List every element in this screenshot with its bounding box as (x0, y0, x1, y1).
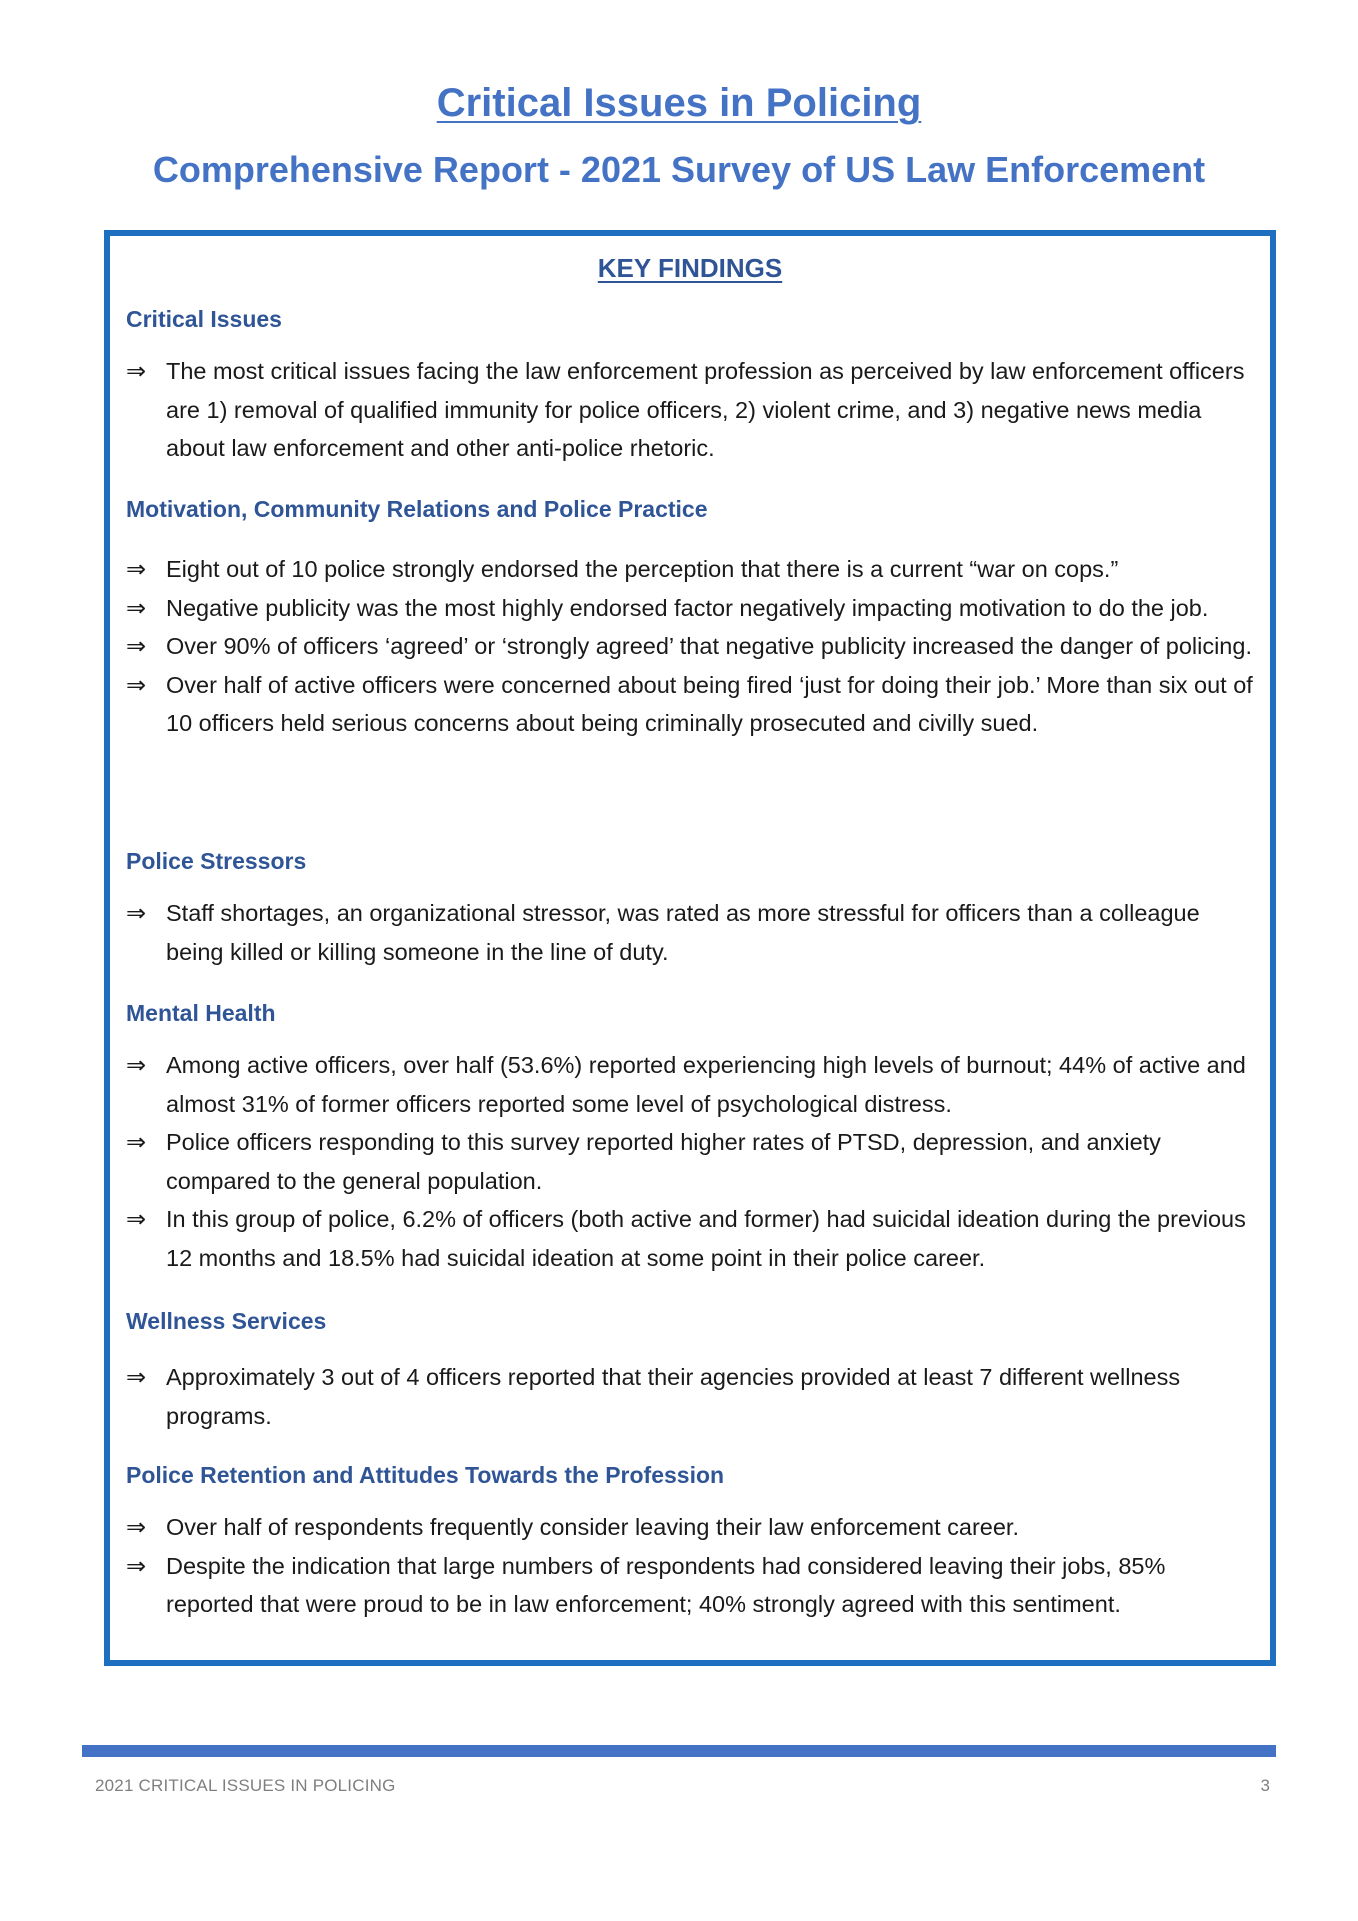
section-heading: Mental Health (126, 1000, 276, 1026)
section-heading: Wellness Services (126, 1308, 327, 1334)
bullet-text: Over half of active officers were concerned about being fired ‘just for doing their job.’ More than six out of 10 officers held serious concerns about being criminally prosecuted and civilly sued. (166, 671, 1253, 736)
section-heading: Motivation, Community Relations and Police Practice (126, 496, 708, 522)
bullet-list (126, 894, 1254, 971)
bullet-text: In this group of police, 6.2% of officers (both active and former) had suicidal ideation during the previous 12 months and 18.5% had suicidal ideation at some point in their police career. (166, 1206, 1246, 1271)
list-item (126, 352, 1254, 468)
page-title: Critical Issues in Policing (436, 81, 922, 125)
key-findings-heading: KEY FINDINGS (597, 253, 783, 283)
list-item (126, 1547, 1254, 1624)
bullet-list (126, 1508, 1254, 1624)
list-item (126, 1508, 1254, 1547)
arrow-icon: ⇒ (126, 1551, 147, 1580)
arrow-icon: ⇒ (126, 1205, 147, 1233)
arrow-icon: ⇒ (126, 1128, 147, 1156)
arrow-icon: ⇒ (126, 593, 147, 622)
bullet-text: Despite the indication that large numbers of respondents had considered leaving their jobs, 85% reported that were proud to be in law enforcement; 40% strongly agreed with this sentiment. (166, 1552, 1166, 1617)
bullet-list (126, 550, 1254, 743)
bullet-list (126, 1046, 1254, 1277)
arrow-icon: ⇒ (126, 899, 147, 927)
section-critical-issues (126, 304, 1254, 468)
list-item (126, 894, 1254, 971)
bullet-text: Among active officers, over half (53.6%) reported experiencing high levels of burnout; 44% of active and almost 31% of former officers reported some level of psychological distress. (166, 1052, 1246, 1117)
bullet-text: Over half of respondents frequently consider leaving their law enforcement career. (166, 1514, 1019, 1540)
key-findings-box (104, 230, 1276, 1666)
footer-document-title: 2021 CRITICAL ISSUES IN POLICING (95, 1776, 396, 1795)
section-retention (126, 1460, 1254, 1624)
section-heading: Police Stressors (126, 848, 307, 874)
bullet-text: Negative publicity was the most highly endorsed factor negatively impacting motivation to do the job. (166, 594, 1209, 621)
section-mental-health (126, 998, 1254, 1277)
bullet-list (126, 1358, 1254, 1435)
section-motivation (126, 494, 1254, 743)
list-item (126, 1046, 1254, 1123)
bullet-text: The most critical issues facing the law enforcement profession as perceived by law enforcement officers are 1) removal of qualified immunity for police officers, 2) violent crime, and 3) negative news media about law enforcement and other anti-police rhetoric. (166, 358, 1245, 461)
bullet-text: Approximately 3 out of 4 officers reported that their agencies provided at least 7 different wellness programs. (166, 1364, 1181, 1429)
arrow-icon: ⇒ (126, 1051, 147, 1079)
arrow-icon: ⇒ (126, 1513, 147, 1541)
list-item (126, 627, 1254, 666)
page-subtitle: Comprehensive Report - 2021 Survey of US Law Enforcement (152, 149, 1206, 190)
list-item (126, 666, 1254, 743)
list-item (126, 1123, 1254, 1200)
list-item (126, 1200, 1254, 1277)
bullet-list (126, 352, 1254, 468)
arrow-icon: ⇒ (126, 1363, 147, 1391)
arrow-icon: ⇒ (126, 632, 147, 660)
bullet-text: Eight out of 10 police strongly endorsed the perception that there is a current “war on cops.” (166, 556, 1119, 582)
page-number: 3 (1260, 1776, 1270, 1795)
section-police-stressors (126, 846, 1254, 971)
bullet-text: Over 90% of officers ‘agreed’ or ‘strongly agreed’ that negative publicity increased the danger of policing. (166, 633, 1252, 659)
bullet-text: Police officers responding to this survey reported higher rates of PTSD, depression, and anxiety compared to the general population. (166, 1129, 1161, 1194)
section-wellness-services (126, 1306, 1254, 1435)
arrow-icon: ⇒ (126, 357, 147, 385)
section-heading: Police Retention and Attitudes Towards the Profession (126, 1462, 725, 1488)
section-heading: Critical Issues (126, 306, 282, 332)
list-item (126, 550, 1254, 589)
arrow-icon: ⇒ (126, 670, 147, 699)
list-item (126, 1358, 1254, 1435)
arrow-icon: ⇒ (126, 555, 147, 583)
list-item (126, 589, 1254, 628)
bullet-text: Staff shortages, an organizational stressor, was rated as more stressful for officers than a colleague being killed or killing someone in the line of duty. (166, 900, 1200, 965)
footer-divider (82, 1745, 1276, 1757)
